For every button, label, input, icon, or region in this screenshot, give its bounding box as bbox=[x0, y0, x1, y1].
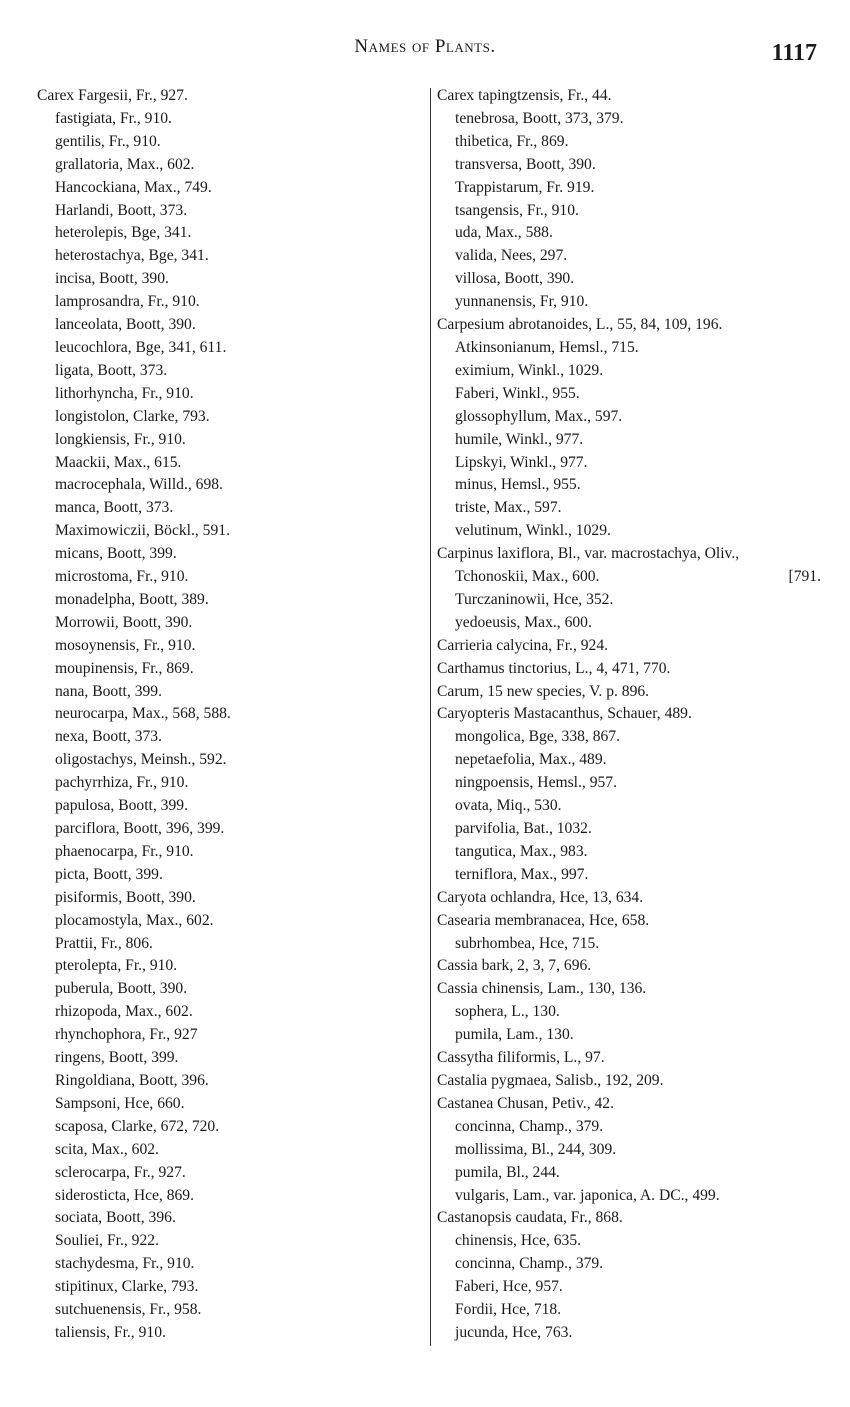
entry-text: Castanea Chusan, Petiv., 42. bbox=[437, 1094, 614, 1112]
entry-text: Cassia chinensis, Lam., 130, 136. bbox=[437, 980, 647, 998]
entry-text: triste, Max., 597. bbox=[455, 499, 562, 517]
index-subentry bbox=[437, 177, 827, 200]
entry-text: concinna, Champ., 379. bbox=[455, 1255, 604, 1273]
index-subentry bbox=[37, 795, 427, 818]
entry-text: pumila, Lam., 130. bbox=[455, 1026, 574, 1044]
entry-text: Cassytha filiformis, L., 97. bbox=[437, 1049, 605, 1067]
entry-text: terniflora, Max., 997. bbox=[455, 865, 589, 883]
entry-text: moupinensis, Fr., 869. bbox=[55, 659, 194, 677]
index-subentry bbox=[37, 108, 427, 131]
index-subentry bbox=[437, 1299, 827, 1322]
index-subentry bbox=[37, 1070, 427, 1093]
entry-text: fastigiata, Fr., 910. bbox=[55, 109, 172, 127]
index-subentry bbox=[37, 222, 427, 245]
index-subentry bbox=[437, 818, 827, 841]
index-subentry bbox=[437, 222, 827, 245]
column-divider bbox=[430, 88, 431, 1346]
index-subentry bbox=[37, 681, 427, 704]
index-subentry bbox=[437, 749, 827, 772]
index-subentry bbox=[437, 1185, 827, 1208]
index-subentry bbox=[37, 177, 427, 200]
entry-text: parciflora, Boott, 396, 399. bbox=[55, 820, 225, 837]
index-subentry bbox=[437, 383, 827, 406]
index-subentry bbox=[37, 864, 427, 887]
index-subentry bbox=[437, 1230, 827, 1253]
index-subentry bbox=[437, 841, 827, 864]
entry-text: pterolepta, Fr., 910. bbox=[55, 957, 178, 975]
index-subentry bbox=[37, 841, 427, 864]
entry-text: lanceolata, Boott, 390. bbox=[55, 316, 196, 334]
index-subentry bbox=[37, 497, 427, 520]
entry-text: uda, Max., 588. bbox=[455, 224, 553, 242]
entry-text: transversa, Boott, 390. bbox=[455, 155, 596, 173]
index-subentry bbox=[37, 818, 427, 841]
entry-text: tsangensis, Fr., 910. bbox=[455, 201, 579, 219]
entry-text: Carex Fargesii, Fr., 927. bbox=[37, 87, 188, 104]
entry-text: Lipskyi, Winkl., 977. bbox=[455, 453, 588, 471]
entry-text: heterostachya, Bge, 341. bbox=[55, 247, 209, 265]
index-subentry bbox=[37, 933, 427, 956]
entry-text: sutchuenensis, Fr., 958. bbox=[55, 1301, 202, 1319]
entry-text: grallatoria, Max., 602. bbox=[55, 155, 195, 173]
entry-text: Morrowii, Boott, 390. bbox=[55, 613, 193, 631]
index-subentry bbox=[437, 772, 827, 795]
index-subentry bbox=[437, 1253, 827, 1276]
page-number: 1117 bbox=[771, 40, 817, 66]
entry-text: Casearia membranacea, Hce, 658. bbox=[437, 911, 650, 929]
entry-text: stachydesma, Fr., 910. bbox=[55, 1255, 195, 1273]
index-entry bbox=[437, 703, 827, 726]
margin-note: [791. bbox=[788, 568, 821, 586]
entry-text: yedoeusis, Max., 600. bbox=[455, 613, 592, 631]
entry-text: vulgaris, Lam., var. japonica, A. DC., 499. bbox=[455, 1186, 720, 1204]
index-entry bbox=[437, 978, 827, 1001]
index-subentry bbox=[437, 360, 827, 383]
entry-text: valida, Nees, 297. bbox=[455, 247, 568, 265]
index-entry bbox=[437, 658, 827, 681]
index-subentry bbox=[37, 1299, 427, 1322]
index-entry bbox=[437, 1047, 827, 1070]
index-subentry bbox=[37, 154, 427, 177]
entry-text: ringens, Boott, 399. bbox=[55, 1049, 179, 1067]
index-subentry bbox=[437, 245, 827, 268]
index-subentry bbox=[37, 703, 427, 726]
entry-text: jucunda, Hce, 763. bbox=[455, 1323, 573, 1341]
index-subentry bbox=[37, 658, 427, 681]
index-subentry bbox=[437, 726, 827, 749]
entry-text: heterolepis, Bge, 341. bbox=[55, 224, 192, 242]
entry-text: sclerocarpa, Fr., 927. bbox=[55, 1163, 186, 1181]
index-subentry bbox=[37, 772, 427, 795]
index-subentry bbox=[37, 978, 427, 1001]
entry-text: scita, Max., 602. bbox=[55, 1140, 159, 1158]
index-subentry bbox=[37, 291, 427, 314]
entry-text: Ringoldiana, Boott, 396. bbox=[55, 1071, 209, 1089]
entry-text: mosoynensis, Fr., 910. bbox=[55, 636, 196, 654]
entry-text: Cassia bark, 2, 3, 7, 696. bbox=[437, 957, 592, 975]
index-subentry bbox=[437, 131, 827, 154]
entry-text: chinensis, Hce, 635. bbox=[455, 1232, 582, 1250]
index-subentry bbox=[37, 520, 427, 543]
index-subentry bbox=[37, 360, 427, 383]
index-subentry bbox=[37, 1093, 427, 1116]
entry-text: stipitinux, Clarke, 793. bbox=[55, 1278, 199, 1296]
entry-text: rhizopoda, Max., 602. bbox=[55, 1003, 193, 1021]
entry-text: Fordii, Hce, 718. bbox=[455, 1301, 562, 1319]
entry-text: phaenocarpa, Fr., 910. bbox=[55, 842, 194, 860]
entry-text: neurocarpa, Max., 568, 588. bbox=[55, 705, 231, 723]
index-subentry bbox=[37, 314, 427, 337]
index-subentry bbox=[437, 108, 827, 131]
entry-text: macrocephala, Willd., 698. bbox=[55, 476, 223, 494]
entry-text: minus, Hemsl., 955. bbox=[455, 476, 581, 494]
entry-text: parvifolia, Bat., 1032. bbox=[455, 820, 592, 837]
entry-text: mongolica, Bge, 338, 867. bbox=[455, 728, 621, 746]
entry-text: concinna, Champ., 379. bbox=[455, 1117, 604, 1135]
entry-text: Prattii, Fr., 806. bbox=[55, 934, 153, 952]
running-title: Names of Plants. bbox=[354, 36, 496, 57]
entry-text: picta, Boott, 399. bbox=[55, 865, 163, 883]
entry-text: Maximowiczii, Böckl., 591. bbox=[55, 522, 230, 540]
index-subentry bbox=[37, 131, 427, 154]
entry-text: taliensis, Fr., 910. bbox=[55, 1323, 166, 1341]
entry-text: Faberi, Hce, 957. bbox=[455, 1278, 563, 1296]
entry-text: incisa, Boott, 390. bbox=[55, 270, 169, 288]
index-subentry bbox=[37, 1230, 427, 1253]
entry-text: oligostachys, Meinsh., 592. bbox=[55, 751, 227, 769]
index-subentry bbox=[37, 1001, 427, 1024]
entry-text: mollissima, Bl., 244, 309. bbox=[455, 1140, 617, 1158]
entry-text: Tchonoskii, Max., 600. bbox=[455, 568, 600, 586]
entry-text: Carthamus tinctorius, L., 4, 471, 770. bbox=[437, 659, 671, 677]
index-entry bbox=[437, 1207, 827, 1230]
index-subentry bbox=[437, 795, 827, 818]
entry-text: scaposa, Clarke, 672, 720. bbox=[55, 1117, 220, 1135]
index-subentry bbox=[437, 1001, 827, 1024]
entry-text: Faberi, Winkl., 955. bbox=[455, 384, 580, 402]
entry-text: Hancockiana, Max., 749. bbox=[55, 178, 212, 196]
index-subentry bbox=[37, 245, 427, 268]
index-subentry bbox=[37, 1024, 427, 1047]
index-subentry bbox=[437, 474, 827, 497]
index-subentry bbox=[37, 1185, 427, 1208]
index-subentry bbox=[437, 452, 827, 475]
entry-text: nepetaefolia, Max., 489. bbox=[455, 751, 607, 769]
index-subentry bbox=[437, 933, 827, 956]
index-subentry bbox=[37, 268, 427, 291]
index-entry bbox=[437, 910, 827, 933]
index-subentry bbox=[437, 612, 827, 635]
index-subentry bbox=[37, 1139, 427, 1162]
index-subentry bbox=[437, 154, 827, 177]
index-subentry bbox=[37, 1276, 427, 1299]
index-subentry bbox=[437, 200, 827, 223]
index-subentry bbox=[437, 497, 827, 520]
index-subentry bbox=[437, 589, 827, 612]
index-subentry bbox=[37, 612, 427, 635]
entry-text: villosa, Boott, 390. bbox=[455, 270, 575, 288]
entry-text: rhynchophora, Fr., 927 bbox=[55, 1026, 198, 1044]
entry-text: lamprosandra, Fr., 910. bbox=[55, 293, 200, 311]
index-subentry bbox=[37, 1047, 427, 1070]
entry-text: microstoma, Fr., 910. bbox=[55, 568, 189, 586]
entry-text: pisiformis, Boott, 390. bbox=[55, 888, 196, 906]
entry-text: Carrieria calycina, Fr., 924. bbox=[437, 636, 609, 654]
index-subentry bbox=[437, 406, 827, 429]
entry-text: Carum, 15 new species, V. p. 896. bbox=[437, 682, 650, 700]
index-entry bbox=[437, 887, 827, 910]
entry-text: nana, Boott, 399. bbox=[55, 682, 162, 700]
index-subentry bbox=[37, 910, 427, 933]
index-subentry bbox=[37, 1116, 427, 1139]
index-subentry bbox=[437, 268, 827, 291]
entry-text: sophera, L., 130. bbox=[455, 1003, 560, 1021]
index-subentry bbox=[437, 566, 827, 589]
index-subentry bbox=[37, 406, 427, 429]
index-subentry bbox=[437, 864, 827, 887]
entry-text: Atkinsonianum, Hemsl., 715. bbox=[455, 338, 639, 356]
index-subentry bbox=[37, 474, 427, 497]
entry-text: longistolon, Clarke, 793. bbox=[55, 407, 210, 425]
index-subentry bbox=[37, 955, 427, 978]
index-entry bbox=[437, 85, 827, 108]
index-subentry bbox=[437, 1276, 827, 1299]
index-column-left bbox=[37, 85, 427, 1345]
index-subentry bbox=[37, 543, 427, 566]
index-subentry bbox=[37, 726, 427, 749]
entry-text: glossophyllum, Max., 597. bbox=[455, 407, 623, 425]
index-entry bbox=[437, 1070, 827, 1093]
entry-text: Maackii, Max., 615. bbox=[55, 453, 182, 471]
entry-text: lithorhyncha, Fr., 910. bbox=[55, 384, 194, 402]
index-subentry bbox=[437, 1024, 827, 1047]
index-subentry bbox=[37, 1207, 427, 1230]
index-column-right bbox=[437, 85, 827, 1345]
entry-text: Caryopteris Mastacanthus, Schauer, 489. bbox=[437, 705, 692, 723]
entry-text: humile, Winkl., 977. bbox=[455, 430, 584, 448]
entry-text: Castalia pygmaea, Salisb., 192, 209. bbox=[437, 1071, 664, 1089]
index-subentry bbox=[37, 337, 427, 360]
entry-text: tangutica, Max., 983. bbox=[455, 842, 588, 860]
index-entry bbox=[437, 1093, 827, 1116]
index-subentry bbox=[37, 1162, 427, 1185]
index-subentry bbox=[37, 1322, 427, 1345]
entry-text: Turczaninowii, Hce, 352. bbox=[455, 590, 614, 608]
index-subentry bbox=[37, 887, 427, 910]
entry-text: velutinum, Winkl., 1029. bbox=[455, 522, 611, 540]
entry-text: gentilis, Fr., 910. bbox=[55, 132, 161, 150]
index-entry bbox=[437, 681, 827, 704]
index-subentry bbox=[37, 452, 427, 475]
entry-text: ningpoensis, Hemsl., 957. bbox=[455, 774, 617, 792]
entry-text: longkiensis, Fr., 910. bbox=[55, 430, 186, 448]
index-subentry bbox=[437, 429, 827, 452]
index-entry bbox=[37, 85, 427, 108]
entry-text: subrhombea, Hce, 715. bbox=[455, 934, 600, 952]
index-subentry bbox=[437, 1116, 827, 1139]
entry-text: plocamostyla, Max., 602. bbox=[55, 911, 214, 929]
entry-text: Sampsoni, Hce, 660. bbox=[55, 1094, 185, 1112]
entry-text: Trappistarum, Fr. 919. bbox=[455, 178, 595, 196]
index-subentry bbox=[37, 200, 427, 223]
index-subentry bbox=[437, 337, 827, 360]
entry-text: ovata, Miq., 530. bbox=[455, 797, 562, 815]
entry-text: Carpinus laxiflora, Bl., var. macrostachya, Oliv., bbox=[437, 545, 740, 563]
entry-text: pachyrrhiza, Fr., 910. bbox=[55, 774, 189, 792]
entry-text: thibetica, Fr., 869. bbox=[455, 132, 569, 150]
entry-text: eximium, Winkl., 1029. bbox=[455, 361, 604, 379]
entry-text: Castanopsis caudata, Fr., 868. bbox=[437, 1209, 623, 1227]
index-subentry bbox=[437, 1322, 827, 1345]
entry-text: Carpesium abrotanoides, L., 55, 84, 109, 196. bbox=[437, 316, 723, 334]
index-subentry bbox=[437, 291, 827, 314]
entry-text: papulosa, Boott, 399. bbox=[55, 797, 188, 815]
entry-text: puberula, Boott, 390. bbox=[55, 980, 188, 998]
entry-text: ligata, Boott, 373. bbox=[55, 361, 168, 379]
index-subentry bbox=[37, 749, 427, 772]
index-subentry bbox=[437, 1139, 827, 1162]
entry-text: Caryota ochlandra, Hce, 13, 634. bbox=[437, 888, 644, 906]
index-entry bbox=[437, 543, 827, 566]
index-subentry bbox=[37, 566, 427, 589]
entry-text: monadelpha, Boott, 389. bbox=[55, 590, 209, 608]
entry-text: manca, Boott, 373. bbox=[55, 499, 174, 517]
entry-text: pumila, Bl., 244. bbox=[455, 1163, 560, 1181]
entry-text: sociata, Boott, 396. bbox=[55, 1209, 176, 1227]
index-subentry bbox=[37, 1253, 427, 1276]
entry-text: yunnanensis, Fr, 910. bbox=[455, 293, 589, 311]
entry-text: Carex tapingtzensis, Fr., 44. bbox=[437, 87, 612, 104]
entry-text: nexa, Boott, 373. bbox=[55, 728, 162, 746]
entry-text: Souliei, Fr., 922. bbox=[55, 1232, 159, 1250]
entry-text: siderosticta, Hce, 869. bbox=[55, 1186, 195, 1204]
index-subentry bbox=[37, 383, 427, 406]
index-subentry bbox=[437, 520, 827, 543]
index-entry bbox=[437, 635, 827, 658]
index-subentry bbox=[37, 589, 427, 612]
index-subentry bbox=[37, 429, 427, 452]
index-entry bbox=[437, 955, 827, 978]
index-subentry bbox=[37, 635, 427, 658]
index-subentry bbox=[437, 1162, 827, 1185]
entry-text: leucochlora, Bge, 341, 611. bbox=[55, 338, 227, 356]
entry-text: micans, Boott, 399. bbox=[55, 545, 177, 563]
index-entry bbox=[437, 314, 827, 337]
entry-text: Harlandi, Boott, 373. bbox=[55, 201, 188, 219]
entry-text: tenebrosa, Boott, 373, 379. bbox=[455, 109, 624, 127]
